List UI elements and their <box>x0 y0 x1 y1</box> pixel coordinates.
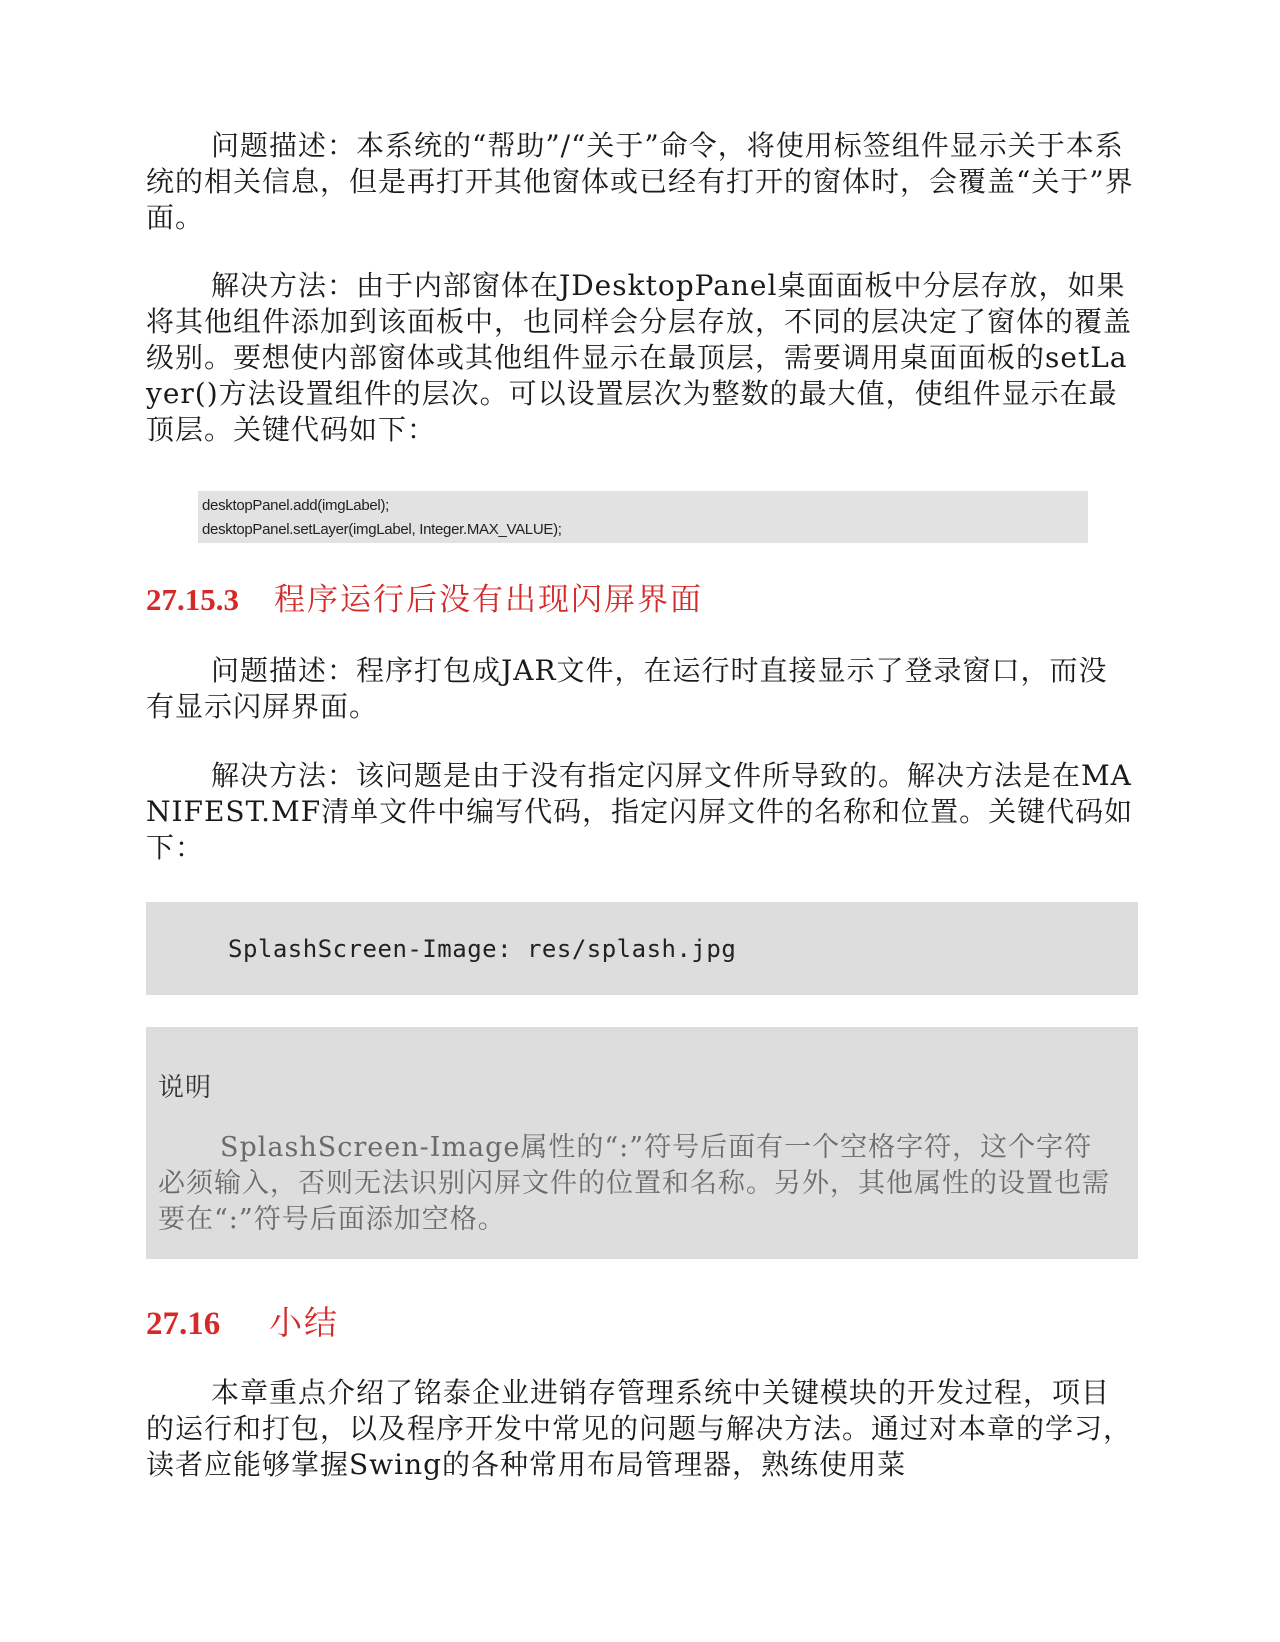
section-heading-27-16 <box>146 1297 339 1344</box>
summary-paragraph: 本章重点介绍了铭泰企业进销存管理系统中关键模块的开发过程，项目的运行和打包，以及程序开发中常见的问题与解决方法。通过对本章的学习，读者应能够掌握Swing的各种常用布局管理器，熟练使用菜 <box>146 1376 1133 1481</box>
section-title: 程序运行后没有出现闪屏界面 <box>274 582 703 618</box>
section-title: 小结 <box>269 1303 339 1342</box>
solution-paragraph: 解决方法：由于内部窗体在JDesktopPanel桌面面板中分层存放，如果将其他组件添加到该面板中，也同样会分层存放，不同的层决定了窗体的覆盖级别。要想使内部窗体或其他组件显示在最顶层，需要调用桌面面板的setLayer()方法设置组件的层次。可以设置层次为整数的最大值，使组件显示在最顶层。关键代码如下： <box>146 269 1133 446</box>
solution-paragraph: 解决方法：该问题是由于没有指定闪屏文件所导致的。解决方法是在MANIFEST.MF清单文件中编写代码，指定闪屏文件的名称和位置。关键代码如下： <box>146 759 1134 864</box>
code-line: desktopPanel.setLayer(imgLabel, Integer.MAX_VALUE); <box>202 521 562 538</box>
note-box <box>146 1027 1138 1259</box>
section-number: 27.16 <box>146 1306 221 1342</box>
note-title: 说明 <box>158 1073 213 1103</box>
code-block-manifest: SplashScreen-Image: res/splash.jpg <box>146 902 1138 995</box>
note-body: SplashScreen-Image属性的“:”符号后面有一个空格字符，这个字符必须输入，否则无法识别闪屏文件的位置和名称。另外，其他属性的设置也需要在“:”符号后面添加空格。 <box>158 1132 1110 1235</box>
problem-description-paragraph: 问题描述：本系统的“帮助”/“关于”命令，将使用标签组件显示关于本系统的相关信息，但是再打开其他窗体或已经有打开的窗体时，会覆盖“关于”界面。 <box>146 129 1134 234</box>
code-block-setlayer <box>198 491 1088 543</box>
code-line: desktopPanel.add(imgLabel); <box>202 497 390 514</box>
section-number: 27.15.3 <box>146 582 239 617</box>
problem-description-paragraph: 问题描述：程序打包成JAR文件，在运行时直接显示了登录窗口，而没有显示闪屏界面。 <box>146 654 1108 723</box>
section-heading-27-15-3 <box>146 574 703 619</box>
